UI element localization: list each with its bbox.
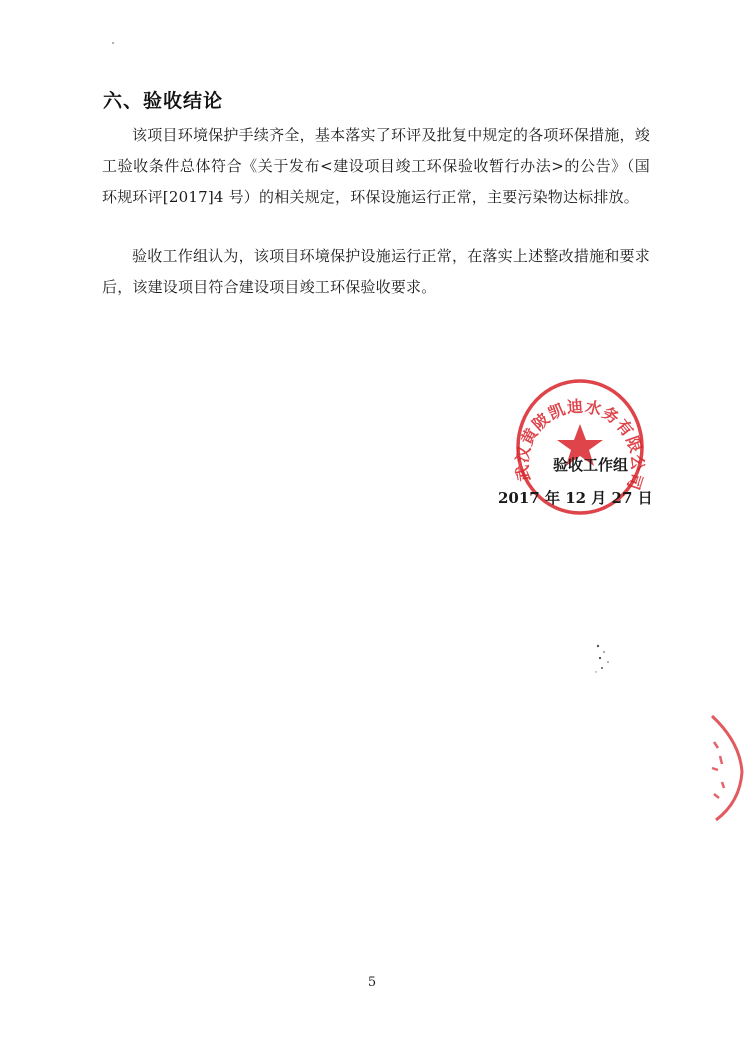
page-number: 5 xyxy=(367,975,377,990)
signature-group: 验收工作组 xyxy=(553,456,629,474)
scan-noise xyxy=(590,640,620,680)
scan-noise xyxy=(110,40,116,46)
conclusion-paragraph-2: 验收工作组认为，该项目环境保护设施运行正常，在落实上述整改措施和要求后，该建设项目符合建设项目竣工环保验收要求。 xyxy=(102,247,650,296)
signature-date: 2017 年 12 月 27 日 xyxy=(498,489,653,507)
section-heading: 六、验收结论 xyxy=(103,90,224,112)
seal-text: 武汉黄陂凯迪水务有限公司 xyxy=(512,396,648,494)
edge-seal-fragment xyxy=(700,712,744,822)
conclusion-paragraph-1: 该项目环境保护手续齐全，基本落实了环评及批复中规定的各项环保措施，竣工验收条件总体符合《关于发布<建设项目竣工环保验收暂行办法>的公告》（国环规环评[2017]4 号）的相关规定，环保设施运行正常，主要污染物达标排放。 xyxy=(102,126,650,206)
